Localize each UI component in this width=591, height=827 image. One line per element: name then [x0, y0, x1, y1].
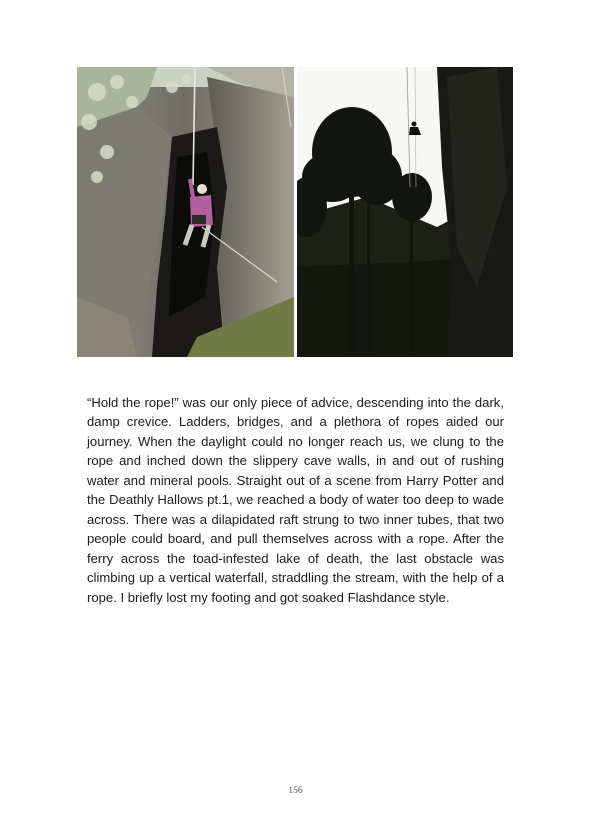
article-paragraph: “Hold the rope!” was our only piece of advice, descending into the dark, damp crevice. Ladders, bridges, and a plethora of ropes aided our journey. When the daylight could no longer reach us, we clung to the rope and inched down the slippery cave walls, in and out of rushing water and mineral pools. Straight out of a scene from Harry Potter and the Deathly Hallows pt.1, we reached a body of water too deep to wade across. There was a dilapidated raft strung to two inner tubes, that two people could board, and pull themselves across with a rope. After the ferry across the toad-infested lake of death, the last obstacle was climbing up a vertical waterfall, straddling the stream, with the help of a rope. I briefly lost my footing and got soaked Flashdance style.	[87, 395, 504, 605]
forest-photo-illustration	[297, 67, 513, 357]
photo-forest-rope-climber	[297, 67, 513, 357]
page-number: 156	[288, 786, 303, 796]
photo-cave-rope-descent	[77, 67, 294, 357]
cave-photo-illustration	[77, 67, 294, 357]
